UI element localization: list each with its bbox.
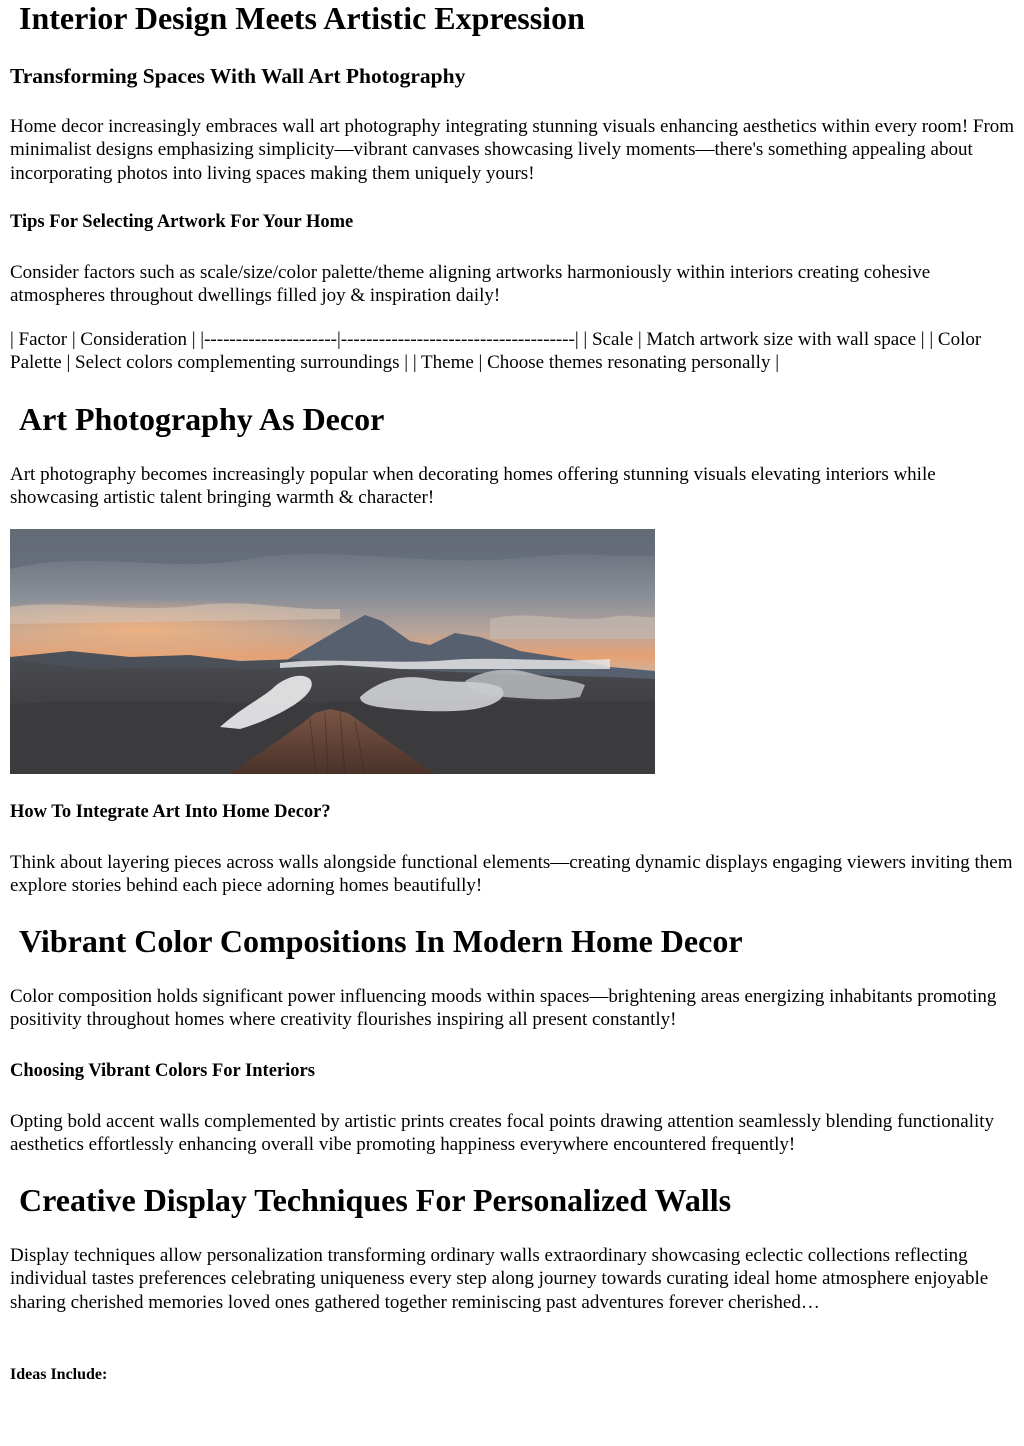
ideas-heading: Ideas Include: — [10, 1366, 108, 1383]
section-heading-display-techniques: Creative Display Techniques For Personalized Walls — [19, 1182, 732, 1218]
integrate-art-heading: How To Integrate Art Into Home Decor? — [10, 802, 331, 822]
section-heading-art-photography: Art Photography As Decor — [19, 401, 385, 437]
color-composition-paragraph: Color composition holds significant power influencing moods within spaces—brightening areas energizing inhabitants promoting positivity throughout homes where creativity flourishes inspiring all present constantly! — [10, 986, 997, 1031]
factor-table-text: | Factor | Consideration | |---------------------|-------------------------------------| | Scale | Match artwork size with wall space | | Color Palette | Select colors complementing surroundings | | Theme | Choose themes resonating personally | — [10, 329, 982, 374]
art-photography-paragraph: Art photography becomes increasingly popular when decorating homes offering stunning visuals elevating interiors while showcasing artistic talent bringing warmth & character! — [10, 464, 936, 509]
intro-paragraph: Home decor increasingly embraces wall art photography integrating stunning visuals enhancing aesthetics within every room! From minimalist designs emphasizing simplicity—vibrant canvases showcasing lively moments—there's something appealing about incorporating photos into living spaces making them uniquely yours! — [10, 116, 1015, 184]
display-techniques-paragraph: Display techniques allow personalization transforming ordinary walls extraordinary showcasing eclectic collections reflecting individual tastes preferences celebrating uniqueness every step along journey towards curating ideal home atmosphere enjoyable sharing cherished memories loved ones gathered together reminiscing past adventures forever cherished… — [10, 1245, 989, 1313]
section-heading-vibrant-color: Vibrant Color Compositions In Modern Home Decor — [19, 923, 743, 959]
section-heading-wall-art: Transforming Spaces With Wall Art Photography — [10, 64, 466, 88]
volcanic-landscape-photo — [10, 529, 655, 774]
vibrant-colors-heading: Choosing Vibrant Colors For Interiors — [10, 1061, 315, 1081]
tips-heading: Tips For Selecting Artwork For Your Home — [10, 212, 354, 232]
integrate-art-paragraph: Think about layering pieces across walls alongside functional elements—creating dynamic displays engaging viewers inviting them explore stories behind each piece adorning homes beautifully! — [10, 852, 1013, 897]
vibrant-colors-paragraph: Opting bold accent walls complemented by artistic prints creates focal points drawing attention seamlessly blending functionality aesthetics effortlessly enhancing overall vibe promoting happiness everywhere encountered frequently! — [10, 1111, 995, 1156]
tips-paragraph: Consider factors such as scale/size/color palette/theme aligning artworks harmoniously within interiors creating cohesive atmospheres throughout dwellings filled joy & inspiration daily! — [10, 262, 931, 307]
page-title: Interior Design Meets Artistic Expression — [19, 0, 585, 36]
